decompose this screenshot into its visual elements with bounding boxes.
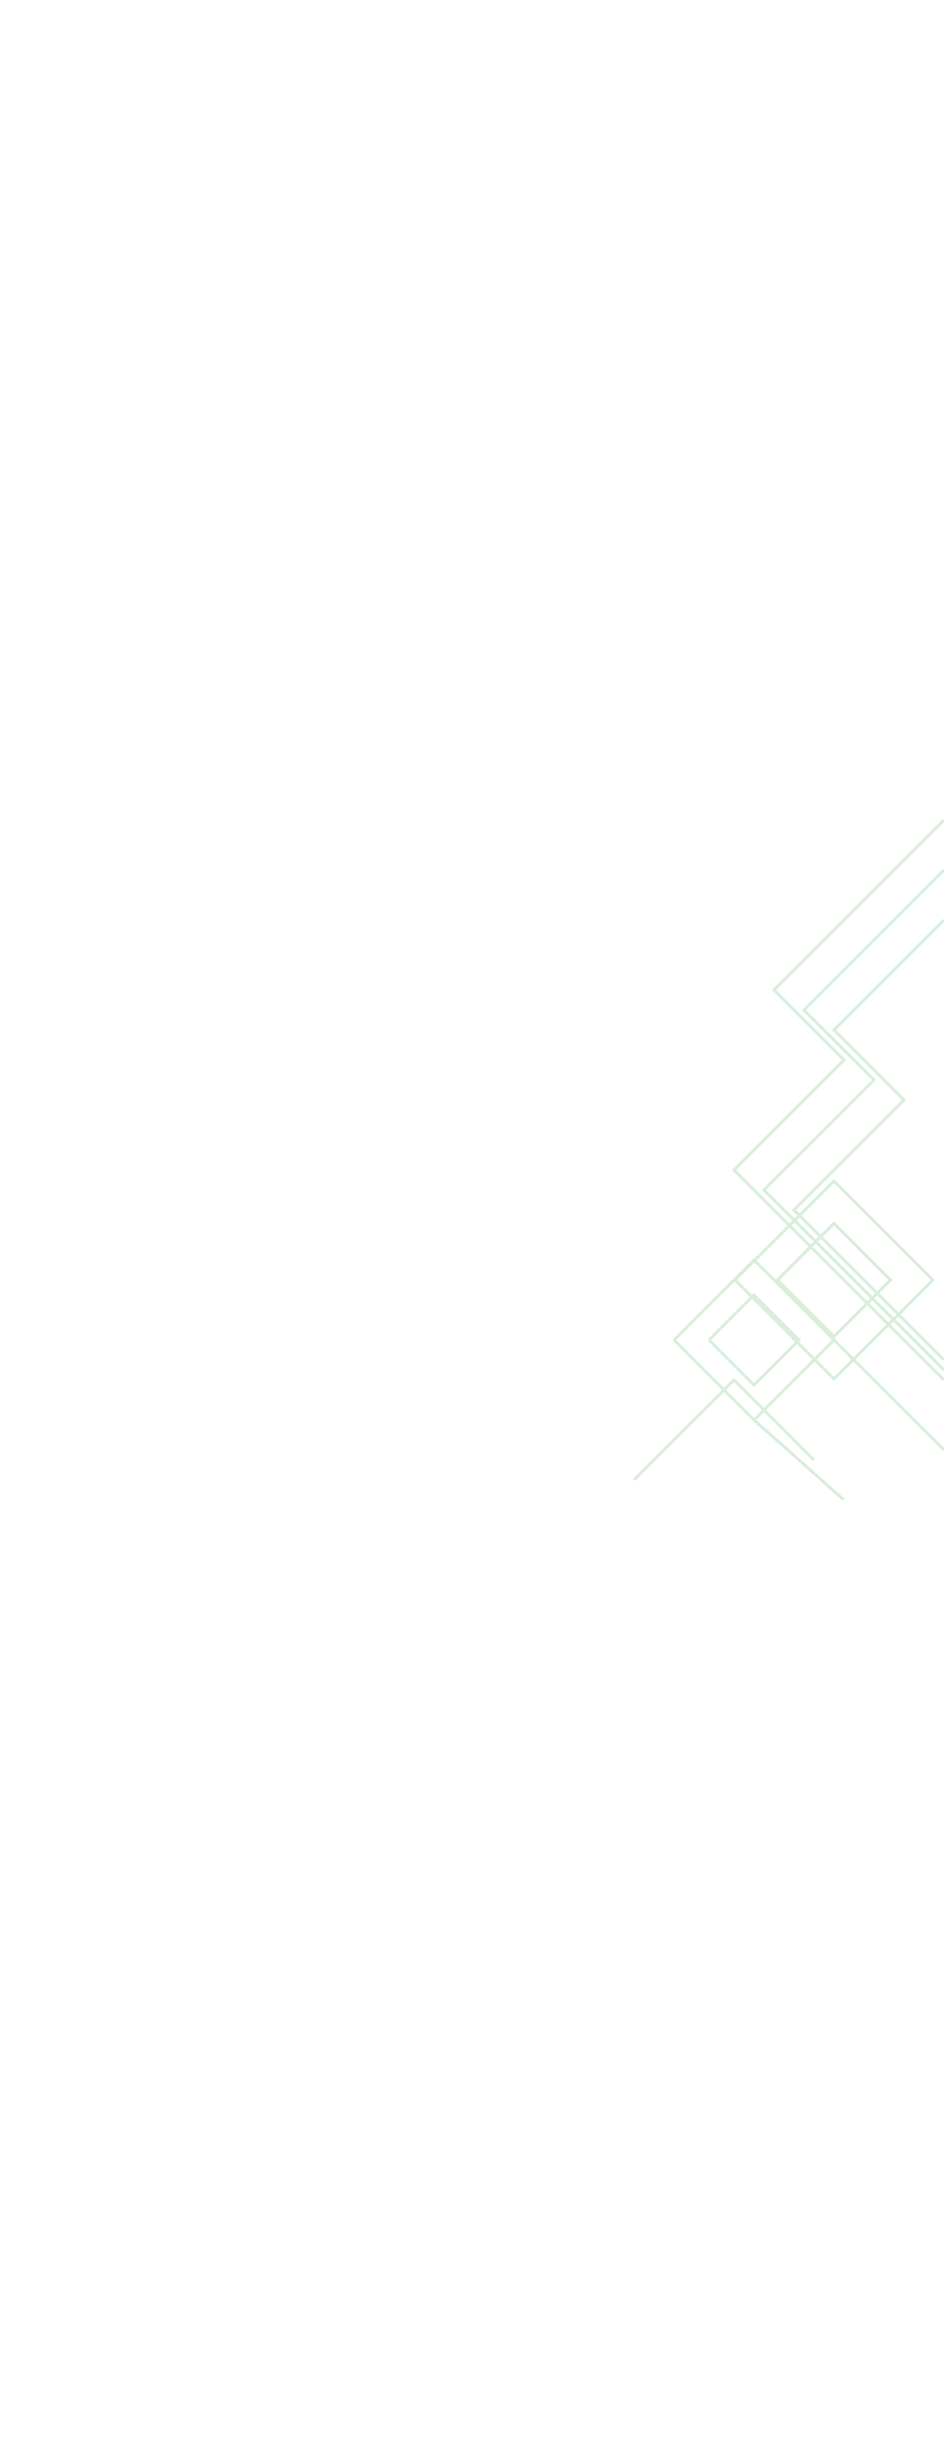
background-grid-pattern: [614, 780, 944, 1500]
